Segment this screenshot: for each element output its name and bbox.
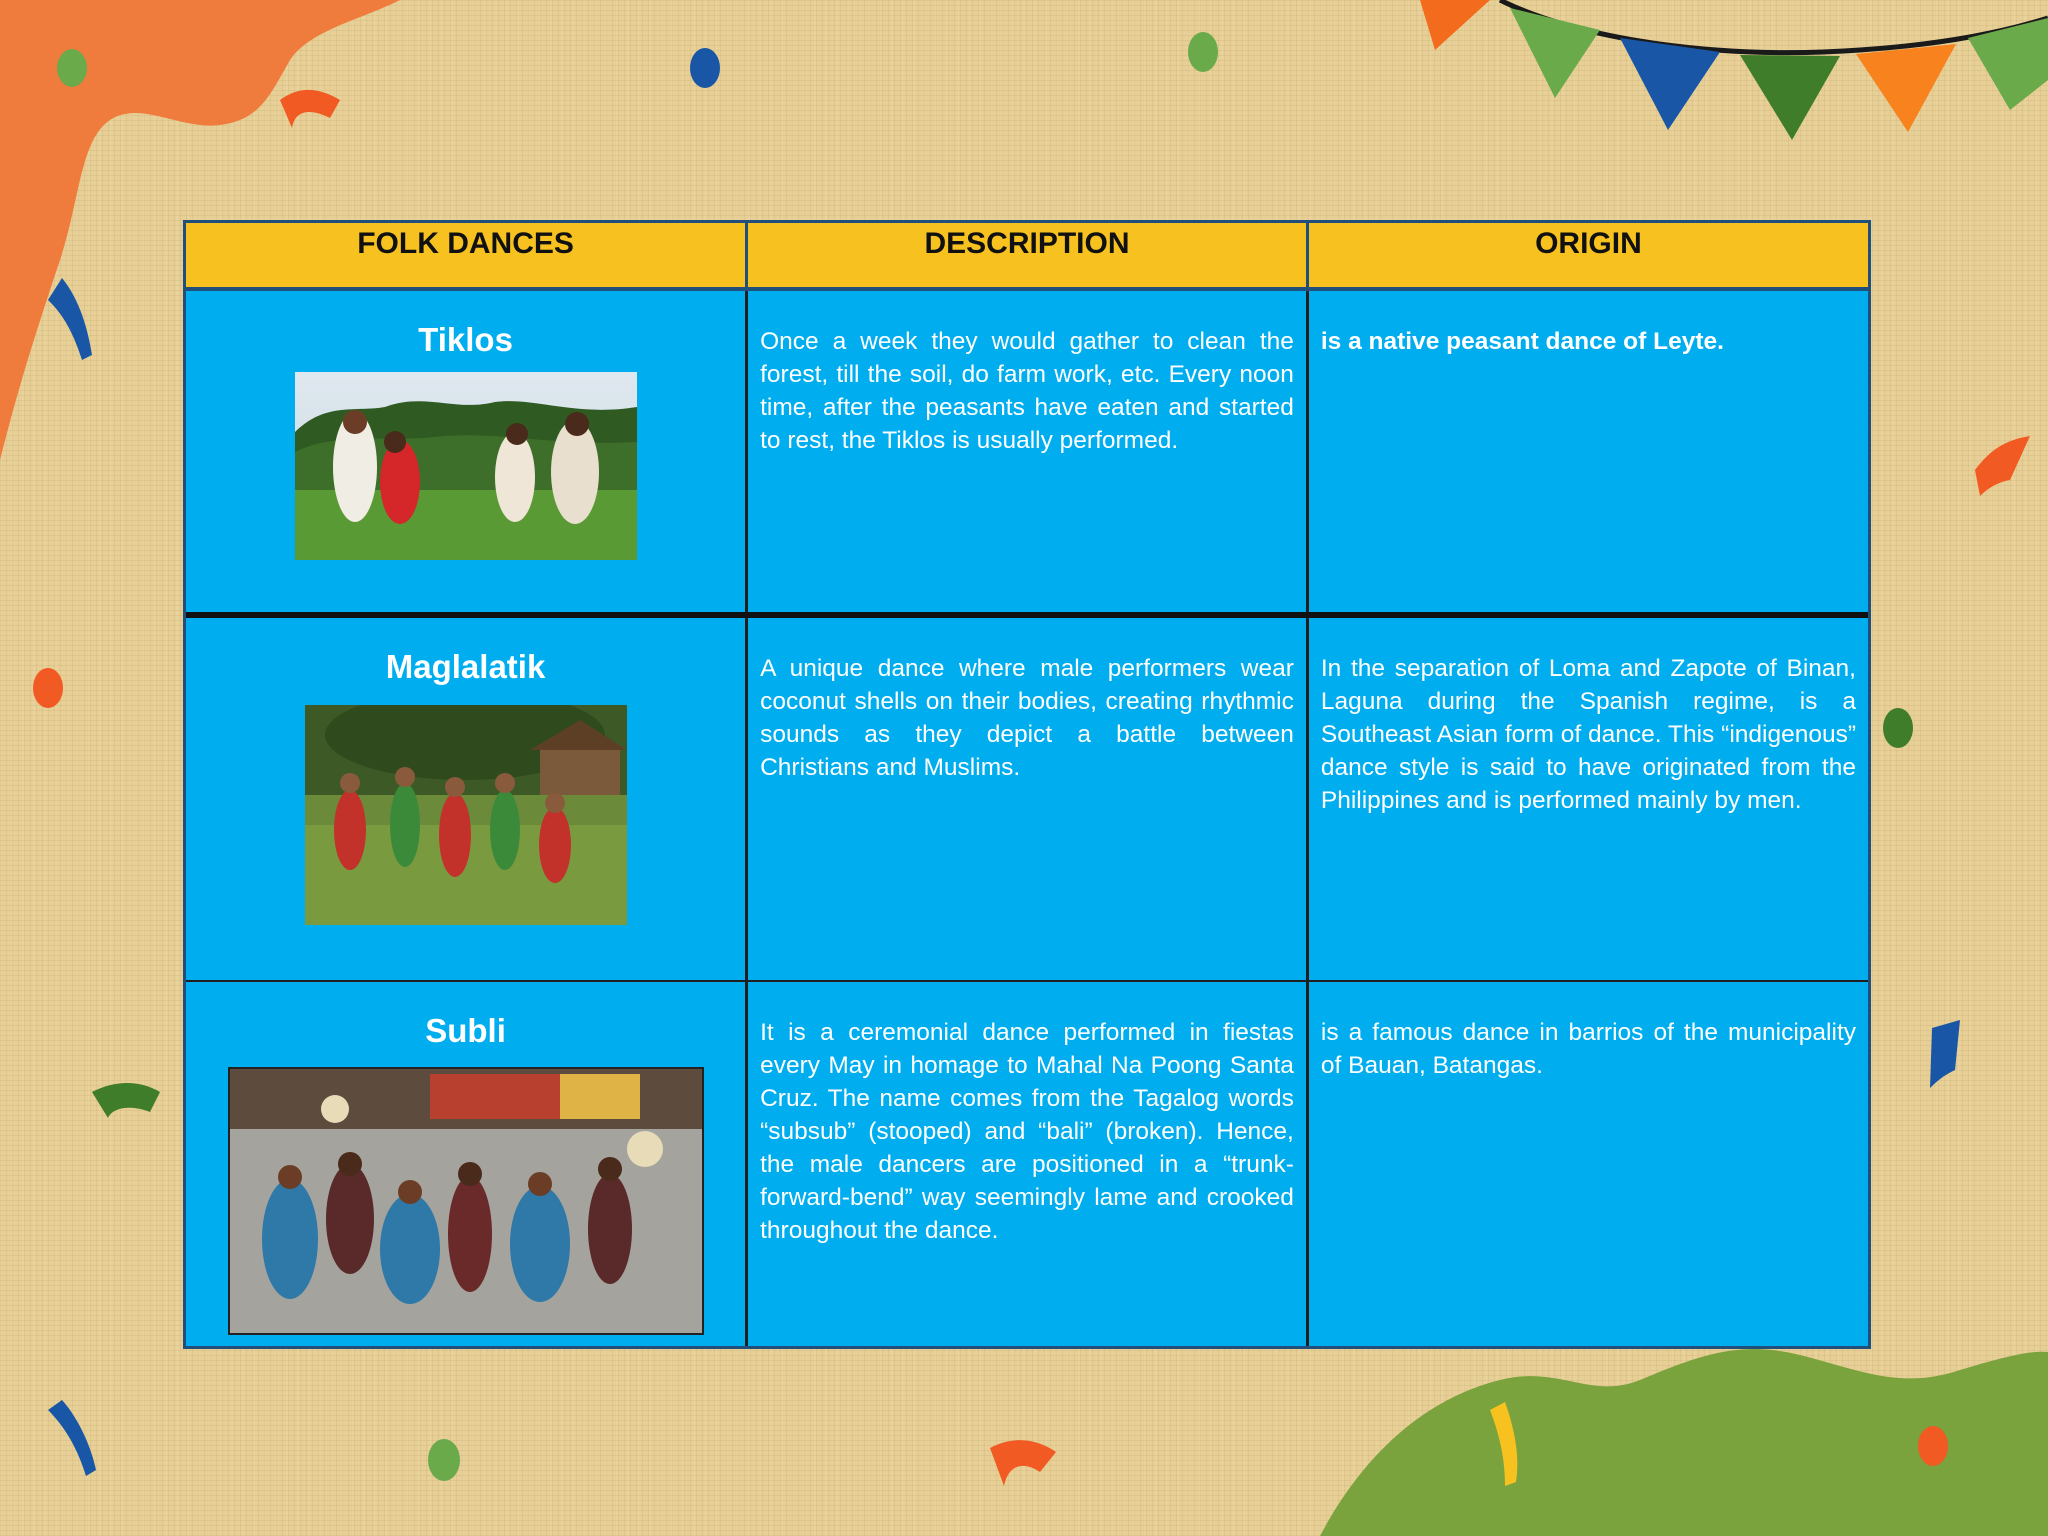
folk-dances-table-container bbox=[183, 220, 1871, 1349]
confetti-dot bbox=[428, 1439, 460, 1481]
dance-origin: In the separation of Loma and Zapote of Binan, Laguna during the Spanish regime, is a Southeast Asian form of dance. This “indigenous” dance style is said to have originated from the Philippines and is performed mainly by men. bbox=[1307, 615, 1868, 981]
confetti-dot bbox=[1883, 708, 1913, 748]
dance-name: Tiklos bbox=[418, 321, 513, 358]
dance-name-cell bbox=[186, 981, 747, 1346]
confetti-strip bbox=[92, 1083, 160, 1118]
dance-description: Once a week they would gather to clean the forest, till the soil, do farm work, etc. Every noon time, after the peasants have eaten and started to rest, the Tiklos is usually performed. bbox=[747, 289, 1308, 615]
confetti-strip bbox=[48, 1400, 96, 1476]
dance-name-cell bbox=[186, 289, 747, 615]
dance-origin: is a native peasant dance of Leyte. bbox=[1307, 289, 1868, 615]
header-description: DESCRIPTION bbox=[747, 223, 1308, 289]
confetti-dot bbox=[690, 48, 720, 88]
table-row bbox=[186, 615, 1868, 981]
confetti-strip bbox=[48, 278, 92, 360]
header-origin: ORIGIN bbox=[1307, 223, 1868, 289]
table-header-row bbox=[186, 223, 1868, 289]
bunting-flag-orange-1 bbox=[1420, 0, 1490, 50]
confetti-dot bbox=[1918, 1426, 1948, 1466]
bunting-flag-orange-2 bbox=[1856, 44, 1956, 132]
bunting-flag-green-3 bbox=[1968, 18, 2048, 110]
confetti-dot bbox=[1188, 32, 1218, 72]
bunting-flag-green-1 bbox=[1510, 8, 1600, 98]
dance-origin: is a famous dance in barrios of the municipality of Bauan, Batangas. bbox=[1320, 1019, 1856, 1079]
confetti-dot bbox=[57, 49, 87, 87]
maglalatik-dance-photo bbox=[305, 705, 627, 925]
confetti-strip bbox=[990, 1440, 1056, 1486]
bunting-flag-green-2 bbox=[1740, 55, 1840, 140]
confetti-strip bbox=[1975, 436, 2030, 496]
confetti-strip bbox=[280, 90, 340, 128]
tiklos-dance-photo bbox=[295, 372, 637, 560]
confetti-strip bbox=[1930, 1020, 1960, 1088]
bunting-flag-blue-1 bbox=[1620, 38, 1720, 130]
subli-dance-photo bbox=[228, 1067, 704, 1335]
dance-description: A unique dance where male performers wear coconut shells on their bodies, creating rhythmic sounds as they depict a battle between Christians and Muslims. bbox=[747, 615, 1308, 981]
dance-name-cell bbox=[186, 615, 747, 981]
dance-description: It is a ceremonial dance performed in fiestas every May in homage to Mahal Na Poong Santa Cruz. The name comes from the Tagalog words “subsub” (stooped) and “bali” (broken). Hence, the male dancers are positioned in a “trunk-forward-bend” way seemingly lame and crooked throughout the dance. bbox=[747, 981, 1308, 1346]
header-folk-dances: FOLK DANCES bbox=[186, 223, 747, 289]
table-row bbox=[186, 981, 1868, 1346]
folk-dances-table bbox=[186, 223, 1868, 1346]
confetti-dot bbox=[33, 668, 63, 708]
dance-name: Subli bbox=[425, 1012, 506, 1049]
table-row bbox=[186, 289, 1868, 615]
dance-name: Maglalatik bbox=[385, 648, 546, 685]
